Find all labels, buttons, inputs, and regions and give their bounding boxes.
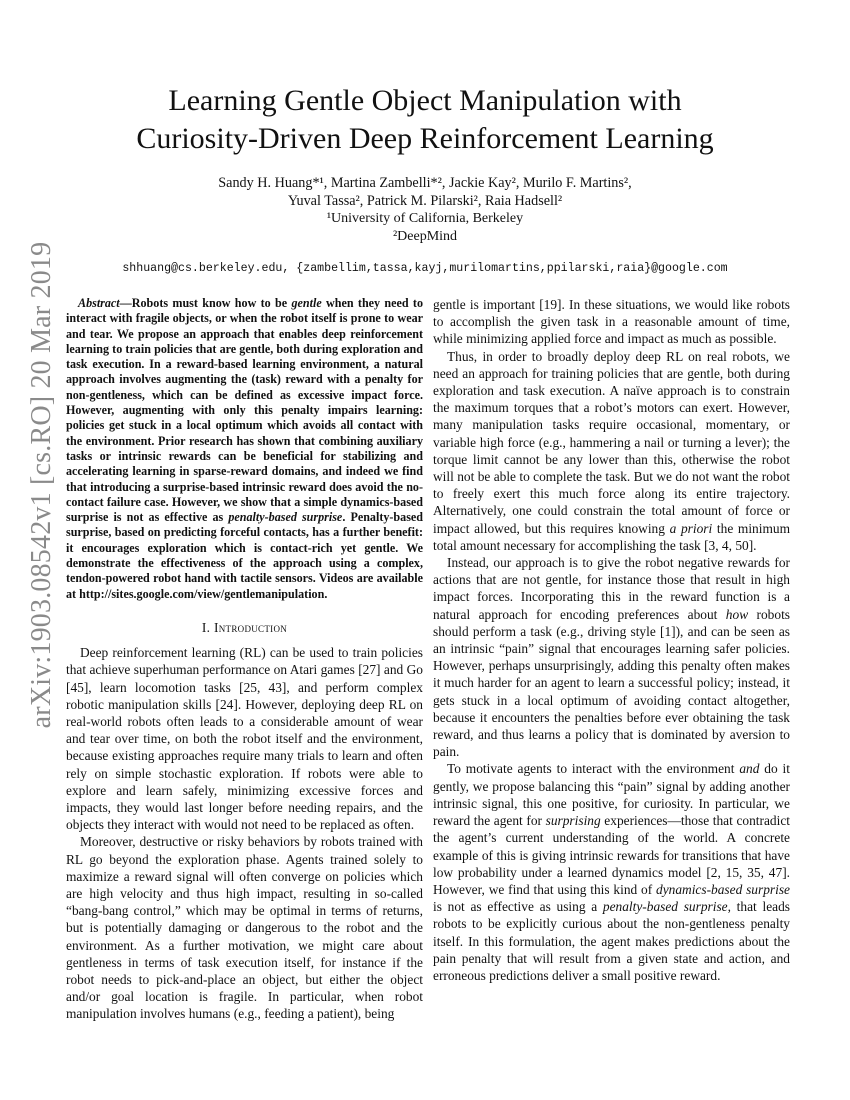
emphasis-a-priori: a priori <box>669 520 713 536</box>
abstract-emphasis-gentle: gentle <box>291 296 322 310</box>
authors-line-1: Sandy H. Huang*¹, Martina Zambelli*², Jackie Kay², Murilo F. Martins², <box>218 175 632 191</box>
paper-header <box>70 82 780 275</box>
affiliation-deepmind: ²DeepMind <box>392 229 458 244</box>
affiliation-berkeley: ¹University of California, Berkeley <box>326 211 524 226</box>
left-column <box>66 296 423 1023</box>
abstract-emphasis-penalty: penalty-based surprise <box>228 510 343 525</box>
author-emails: shhuang@cs.berkeley.edu, {zambellim,tassa,kayj,murilomartins,ppilarski,raia}@google.com <box>122 262 728 275</box>
paragraph-text: the minimum total amount necessary for accomplishing the task [3, 4, 50]. <box>433 520 790 553</box>
emphasis-and: and <box>739 761 760 777</box>
paper-title <box>70 82 780 158</box>
emphasis-penalty-based-surprise: penalty-based surprise <box>602 899 728 915</box>
paragraph-text: Instead, our approach is to give the robot negative rewards for actions that are not gentle, for instance those that result in high impact forces. Incorporating this in the reward function is a natural approach for encoding preferences about <box>433 555 790 622</box>
intro-paragraph-4 <box>433 554 790 760</box>
arxiv-side-label <box>22 241 62 729</box>
right-column <box>433 296 790 984</box>
paragraph-text: do it gently, we propose balancing this “pain” signal by adding another intrinsic signal, this one positive, for curiosity. In particular, we reward the agent for <box>433 761 790 829</box>
section-number: I. <box>201 619 211 635</box>
author-list <box>70 174 780 210</box>
abstract-text-1: Robots must know how to be <box>131 296 292 310</box>
abstract-text-3: . Penalty-based surprise, based on predicting forceful contacts, has a further benefit: it encourages exploration which is contact-rich yet gentle. We demonstrate the effectiveness of the approach using a complex, tendon-powered robot hand with tactile sensors. Videos are available at http://sites.google.com/view/gentlemanipulation. <box>66 510 424 601</box>
emphasis-dynamics-based-surprise: dynamics-based surprise <box>656 881 790 897</box>
paragraph-text: To motivate agents to interact with the environment <box>447 761 740 777</box>
intro-paragraph-2: Moreover, destructive or risky behaviors by robots trained with RL go beyond the exploration phase. Agents trained solely to maximize a reward signal will often converge on policies which are high velocity and thus high impact, resulting in so-called “bang-bang control,” which may be optimal in terms of returns, but is potentially damaging or dangerous to the robot and the environment. As a further motivation, we might care about gentleness in terms of task execution itself, for instance if the robot needs to pick-and-place an object, but either the object and/or goal location is fragile. In particular, when robot manipulation involves humans (e.g., feeding a patient), being <box>66 834 423 1022</box>
abstract-text-2: when they need to interact with fragile objects, or when the robot itself is prone to wear and tear. We propose an approach that enables deep reinforcement learning to train policies that are gentle, both during exploration and task execution. In a reward-based learning environment, a natural approach involves augmenting the (task) reward with a penalty for non-gentleness, which can be defined as excessive impact force. However, augmenting with only this penalty impairs learning: policies get stuck in a local optimum which avoids all contact with the environment. Prior research has shown that combining auxiliary tasks or intrinsic rewards can be beneficial for stabilizing and accelerating learning in sparse-reward domains, and indeed we find that introducing a surprise-based intrinsic reward does avoid the no-contact failure case. However, we show that a simple dynamics-based surprise is not as effective as <box>66 296 423 525</box>
section-heading-introduction <box>66 619 423 636</box>
emphasis-how: how <box>725 606 749 622</box>
intro-paragraph-2-continued: gentle is important [19]. In these situations, we would like robots to accomplish the given task in a reasonable amount of time, while minimizing applied force and impact as much as possible. <box>433 297 790 347</box>
paragraph-text: Thus, in order to broadly deploy deep RL on real robots, we need an approach for training policies that are gentle, both during exploration and task execution. A naïve approach is to constrain the maximum torques that a robot’s motors can exert. However, many manipulation tasks require occasional, momentary, or variable high force (e.g., hammering a nail or turning a lever); the torque limit cannot be any lower than this, otherwise the robot will not be able to complete the task. But we do not want the robot to freely exert this much force along its entire trajectory. Alternatively, one could constrain the total amount of force or impact allowed, but this requires knowing <box>433 348 790 536</box>
intro-paragraph-1: Deep reinforcement learning (RL) can be used to train policies that achieve superhuman performance on Atari games [27] and Go [45], learn locomotion tasks [25, 43], and perform complex robotic manipulation skills [24]. However, deploying deep RL on real-world robots often leads to a considerable amount of wear and tear over time, on both the robot itself and the environment, because existing approaches require many trials to learn and often rely on simple stochastic exploration. If robots were able to explore and learn safely, minimizing excessive forces and impacts, they would last longer before needing repairs, and the objects they interact with would not need to be replaced as often. <box>66 645 423 833</box>
intro-paragraph-5 <box>433 760 790 984</box>
section-title: Introduction <box>214 619 288 635</box>
paragraph-text: , that leads robots to be explicitly curious about the non-gentleness penalty itself. In this formulation, the agent makes predictions about the pain penalty that will result from a given state and action, and erroneous predictions deliver a small positive reward. <box>433 899 790 983</box>
intro-paragraph-3 <box>433 348 790 554</box>
arxiv-identifier: arXiv:1903.08542v1 [cs.RO] 20 Mar 2019 <box>26 241 57 729</box>
abstract-label: Abstract <box>78 296 120 310</box>
title-line-2: Curiosity-Driven Deep Reinforcement Learning <box>136 122 714 155</box>
title-line-1: Learning Gentle Object Manipulation with <box>168 84 682 117</box>
abstract <box>66 296 423 602</box>
paragraph-text: is not as effective as using a <box>433 899 603 915</box>
emphasis-surprising: surprising <box>545 813 601 829</box>
paragraph-text: experiences—those that contradict the agent’s current understanding of the world. A concrete example of this is giving intrinsic rewards for transitions that have low probability under a learned dynamics model [2, 15, 35, 47]. However, we find that using this kind of <box>433 813 790 897</box>
authors-line-2: Yuval Tassa², Patrick M. Pilarski², Raia Hadsell² <box>287 193 563 209</box>
paragraph-text: robots should perform a task (e.g., driving style [1]), and can be seen as an intrinsic “pain” signal that encourages learning safer policies. However, perhaps unsurprisingly, adding this penalty often makes it much harder for an agent to learn a successful policy; instead, it gets stuck in a local optimum of avoiding contact altogether, because it encounters the penalties before ever obtaining the task reward, and thus learns a policy that is dominated by aversion to pain. <box>433 606 791 760</box>
abstract-dash: — <box>119 296 132 310</box>
